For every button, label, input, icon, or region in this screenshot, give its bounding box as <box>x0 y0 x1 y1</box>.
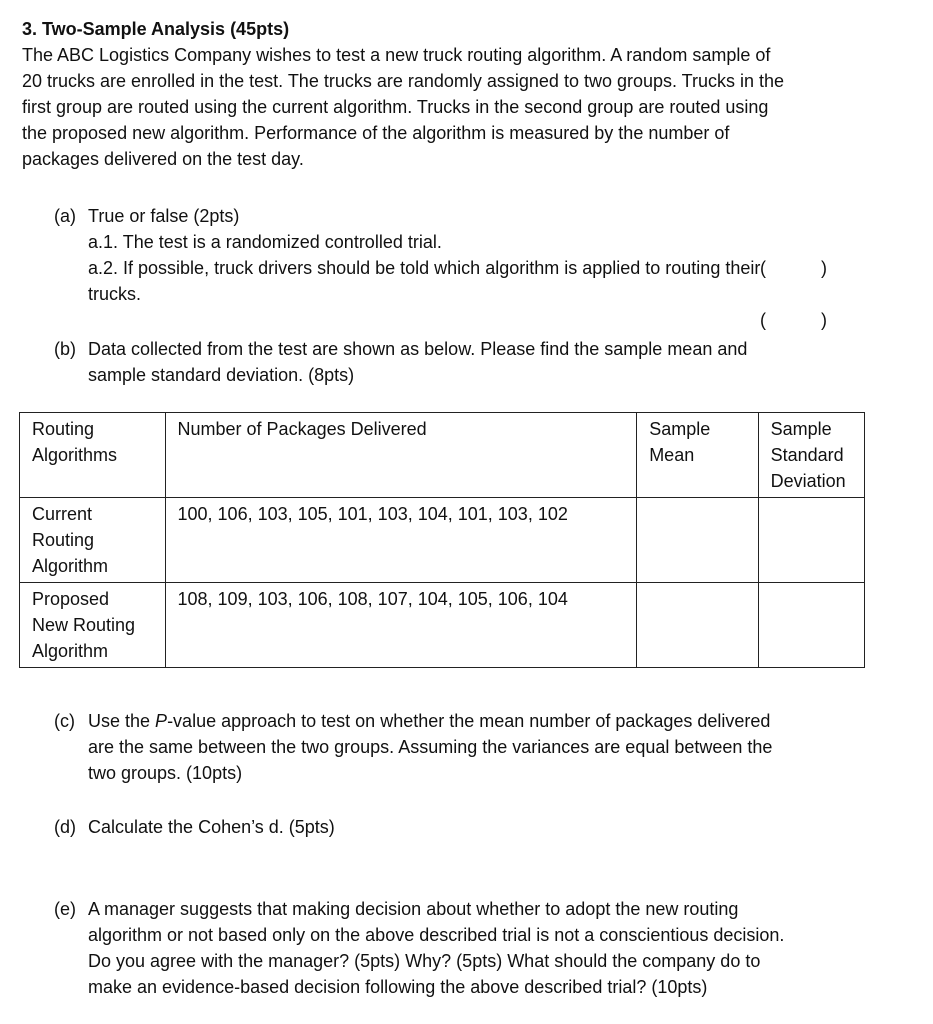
header-text: Sample <box>770 419 832 439</box>
part-e <box>54 896 904 1006</box>
part-c <box>54 708 874 788</box>
question-title: 3. Two-Sample Analysis (45pts) <box>22 19 290 39</box>
question-page <box>22 16 902 172</box>
header-text: Sample <box>649 419 711 439</box>
part-e-body <box>88 896 900 1000</box>
p-italic: P <box>155 711 168 731</box>
part-e-line: make an evidence-based decision following the above described trial? (10pts) <box>88 977 708 997</box>
part-e-label: (e) <box>54 899 76 919</box>
a1-statement: a.1. The test is a randomized controlled trial. <box>88 232 442 252</box>
a1-answer-close-paren: ) <box>821 258 827 278</box>
part-c-line <box>88 708 878 734</box>
row-sample-mean-answer[interactable] <box>637 498 758 583</box>
part-c-line: two groups. (10pts) <box>88 763 243 783</box>
a2-statement-line1: a.2. If possible, truck drivers should be told which algorithm is applied to routing their <box>88 258 761 278</box>
row-package-values: 100, 106, 103, 105, 101, 103, 104, 101, 103, 102 <box>165 498 637 583</box>
intro-line: The ABC Logistics Company wishes to test a new truck routing algorithm. A random sample of <box>22 45 771 65</box>
row-name-text: Proposed <box>32 589 110 609</box>
header-text: Mean <box>649 445 695 465</box>
part-c-label: (c) <box>54 711 75 731</box>
intro-line: packages delivered on the test day. <box>22 149 304 169</box>
part-a <box>54 203 874 330</box>
row-sample-sd-answer[interactable] <box>758 583 864 668</box>
packages-data-table <box>19 412 865 668</box>
table-header-row <box>20 413 865 498</box>
intro-line: first group are routed using the current algorithm. Trucks in the second group are routed using <box>22 97 769 117</box>
header-packages-delivered <box>165 413 637 498</box>
part-a-heading: True or false (2pts) <box>88 206 240 226</box>
a2-answer-open-paren: ( <box>760 310 766 330</box>
part-e-line: algorithm or not based only on the above described trial is not a conscientious decision. <box>88 925 785 945</box>
row-name-text: Routing <box>32 530 95 550</box>
a2-answer-close-paren: ) <box>821 310 827 330</box>
table-row <box>20 498 865 583</box>
a2-row <box>88 281 878 330</box>
part-d-body <box>88 814 878 840</box>
part-c-text: Use the <box>88 711 156 731</box>
intro-line: 20 trucks are enrolled in the test. The trucks are randomly assigned to two groups. Trucks in the <box>22 71 785 91</box>
header-text: Deviation <box>770 471 846 491</box>
header-text: Routing <box>32 419 95 439</box>
row-name-text: New Routing <box>32 615 136 635</box>
part-a-label: (a) <box>54 206 76 226</box>
part-b-line: sample standard deviation. (8pts) <box>88 365 355 385</box>
header-sample-sd <box>758 413 864 498</box>
row-algorithm-name <box>20 498 166 583</box>
header-sample-mean <box>637 413 758 498</box>
part-c-line: are the same between the two groups. Assuming the variances are equal between the <box>88 737 773 757</box>
row-algorithm-name <box>20 583 166 668</box>
part-a-body <box>88 203 878 330</box>
a1-answer-open-paren: ( <box>760 258 766 278</box>
intro-paragraph <box>22 42 902 172</box>
row-name-text: Algorithm <box>32 641 109 661</box>
intro-line: the proposed new algorithm. Performance of the algorithm is measured by the number of <box>22 123 730 143</box>
row-name-text: Current <box>32 504 93 524</box>
row-package-values: 108, 109, 103, 106, 108, 107, 104, 105, 106, 104 <box>165 583 637 668</box>
part-e-line: A manager suggests that making decision about whether to adopt the new routing <box>88 899 739 919</box>
part-b-label: (b) <box>54 339 76 359</box>
part-d <box>54 814 874 842</box>
part-c-body <box>88 708 878 786</box>
part-b-line: Data collected from the test are shown as below. Please find the sample mean and <box>88 339 748 359</box>
part-d-label: (d) <box>54 817 76 837</box>
row-name-text: Algorithm <box>32 556 109 576</box>
header-text: Number of Packages Delivered <box>177 419 427 439</box>
header-routing-algorithms <box>20 413 166 498</box>
a2-statement-line2: trucks. <box>88 284 142 304</box>
row-sample-mean-answer[interactable] <box>637 583 758 668</box>
table-row <box>20 583 865 668</box>
part-b-body <box>88 336 878 388</box>
part-b <box>54 336 874 392</box>
row-sample-sd-answer[interactable] <box>758 498 864 583</box>
part-c-text: -value approach to test on whether the mean number of packages delivered <box>167 711 771 731</box>
header-text: Algorithms <box>32 445 118 465</box>
header-text: Standard <box>770 445 844 465</box>
part-d-line: Calculate the Cohen’s d. (5pts) <box>88 817 335 837</box>
part-e-line: Do you agree with the manager? (5pts) Why? (5pts) What should the company do to <box>88 951 761 971</box>
